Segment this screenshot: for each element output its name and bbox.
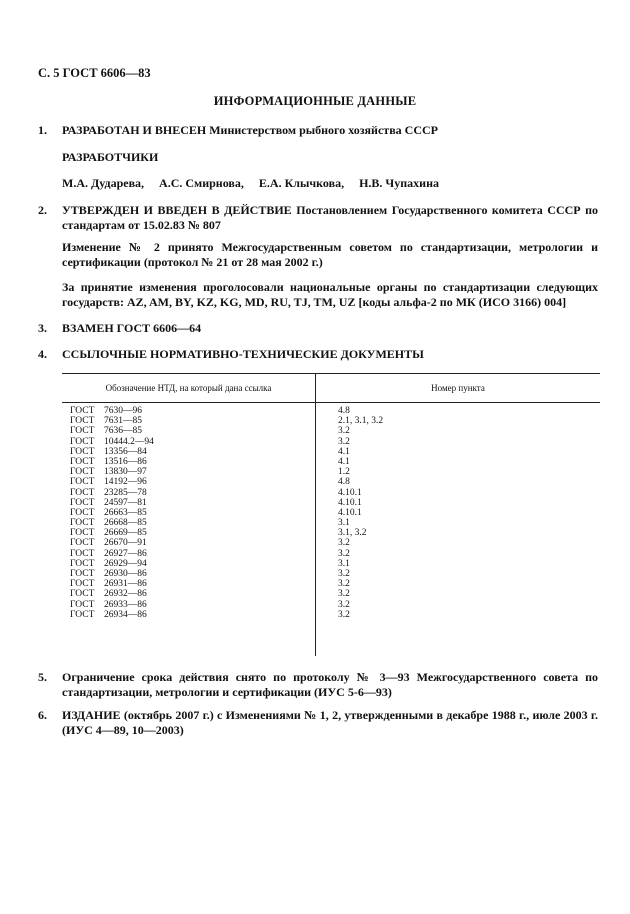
standard-designation xyxy=(70,600,147,610)
standard-code: 26931—86 xyxy=(104,579,147,590)
standard-prefix: ГОСТ xyxy=(70,497,95,508)
section-3 xyxy=(38,321,598,336)
standard-designation xyxy=(70,467,147,477)
table-header-rule xyxy=(62,402,600,403)
table-header-designation: Обозначение НТД, на который дана ссылка xyxy=(105,383,272,393)
table-row xyxy=(62,538,600,548)
standard-code: 26934—86 xyxy=(104,609,147,620)
section-6-text: (октябрь 2007 г.) с Изменениями № 1, 2, утвержденными в декабре 1988 г., июле 2003 г. (ИУС 4—89, 10—2003) xyxy=(62,708,599,737)
standard-designation xyxy=(70,518,147,528)
clause-number: 4.1 xyxy=(338,456,350,467)
table-row xyxy=(62,600,600,610)
clause-number: 4.10.1 xyxy=(338,497,362,508)
table-row xyxy=(62,579,600,589)
standard-designation xyxy=(70,589,147,599)
standard-code: 26669—85 xyxy=(104,528,147,539)
standard-designation xyxy=(70,447,147,457)
standard-prefix: ГОСТ xyxy=(70,477,95,488)
standard-designation xyxy=(70,498,147,508)
table-row xyxy=(62,426,600,436)
standard-designation xyxy=(70,538,147,548)
section-1-text: Министерством рыбного хозяйства СССР xyxy=(209,123,438,137)
page-title: ИНФОРМАЦИОННЫЕ ДАННЫЕ xyxy=(213,94,417,108)
change-note: Изменение № 2 принято Межгосударственным советом по стандартизации, метрологии и сертификации (протокол № 21 от 28 мая 2002 г.) xyxy=(62,240,598,269)
standard-prefix: ГОСТ xyxy=(70,579,95,590)
standard-prefix: ГОСТ xyxy=(70,406,95,416)
standard-prefix: ГОСТ xyxy=(70,538,95,549)
section-3-text: ВЗАМЕН ГОСТ 6606—64 xyxy=(62,321,202,335)
clause-number: 2.1, 3.1, 3.2 xyxy=(338,416,384,427)
standard-code: 10444.2—94 xyxy=(104,436,154,447)
standard-code: 7631—85 xyxy=(104,416,142,427)
clause-number: 4.10.1 xyxy=(338,487,362,498)
standard-prefix: ГОСТ xyxy=(70,599,95,610)
standard-prefix: ГОСТ xyxy=(70,528,95,539)
section-6-heading: ИЗДАНИЕ xyxy=(62,708,121,722)
section-6-number: 6. xyxy=(38,708,47,722)
standard-designation xyxy=(70,569,147,579)
standard-prefix: ГОСТ xyxy=(70,467,95,478)
table-row xyxy=(62,610,600,620)
standard-code: 13516—86 xyxy=(104,456,147,467)
standard-designation xyxy=(70,416,142,426)
clause-number: 3.2 xyxy=(338,579,350,590)
clause-number: 3.2 xyxy=(338,426,350,437)
standard-prefix: ГОСТ xyxy=(70,548,95,559)
standard-designation xyxy=(70,549,147,559)
standard-code: 26929—94 xyxy=(104,558,147,569)
clause-number: 3.2 xyxy=(338,548,350,559)
table-header-clause: Номер пункта xyxy=(431,383,485,393)
standard-code: 26668—85 xyxy=(104,518,147,529)
page-header: С. 5 ГОСТ 6606—83 xyxy=(38,66,151,80)
standard-designation xyxy=(70,579,147,589)
standard-code: 26933—86 xyxy=(104,599,147,610)
standard-prefix: ГОСТ xyxy=(70,609,95,620)
section-2-heading: УТВЕРЖДЕН И ВВЕДЕН В ДЕЙСТВИЕ xyxy=(62,203,292,217)
table-row xyxy=(62,528,600,538)
standard-prefix: ГОСТ xyxy=(70,436,95,447)
section-5-text: Ограничение срока действия снято по протоколу № 3—93 Межгосударственного совета по стандартизации, метрологии и сертификации (ИУС 5-6—93) xyxy=(62,670,598,699)
clause-number: 3.2 xyxy=(338,436,350,447)
clause-number: 3.2 xyxy=(338,569,350,579)
standard-prefix: ГОСТ xyxy=(70,416,95,427)
clause-number: 3.2 xyxy=(338,589,350,600)
table-row xyxy=(62,589,600,599)
standard-prefix: ГОСТ xyxy=(70,518,95,529)
standard-designation xyxy=(70,559,147,569)
table-row xyxy=(62,518,600,528)
standard-code: 7636—85 xyxy=(104,426,142,437)
table-row xyxy=(62,508,600,518)
standard-code: 14192—96 xyxy=(104,477,147,488)
standard-designation xyxy=(70,406,142,416)
section-1 xyxy=(38,123,598,138)
table-row xyxy=(62,416,600,426)
section-1-number: 1. xyxy=(38,123,47,137)
clause-number: 3.1 xyxy=(338,558,350,569)
table-row xyxy=(62,488,600,498)
developer-name: Н.В. Чупахина xyxy=(359,176,439,190)
standard-designation xyxy=(70,477,147,487)
clause-number: 3.1 xyxy=(338,518,350,529)
standard-prefix: ГОСТ xyxy=(70,558,95,569)
standard-code: 24597—81 xyxy=(104,497,147,508)
table-row xyxy=(62,559,600,569)
standard-designation xyxy=(70,488,147,498)
standard-code: 26670—91 xyxy=(104,538,147,549)
clause-number: 4.8 xyxy=(338,406,350,416)
standard-prefix: ГОСТ xyxy=(70,507,95,518)
table-row xyxy=(62,457,600,467)
clause-number: 3.2 xyxy=(338,609,350,620)
standard-designation xyxy=(70,610,147,620)
standard-designation xyxy=(70,528,147,538)
developer-name: М.А. Дударева, xyxy=(62,176,145,190)
section-4-number: 4. xyxy=(38,347,47,361)
reference-table xyxy=(62,373,600,673)
standard-code: 26663—85 xyxy=(104,507,147,518)
standard-prefix: ГОСТ xyxy=(70,569,95,579)
standard-designation xyxy=(70,508,147,518)
section-6 xyxy=(38,708,598,737)
table-row xyxy=(62,437,600,447)
standard-code: 13356—84 xyxy=(104,446,147,457)
table-row xyxy=(62,549,600,559)
table-row xyxy=(62,498,600,508)
standard-prefix: ГОСТ xyxy=(70,456,95,467)
clause-number: 1.2 xyxy=(338,467,350,478)
clause-number: 4.10.1 xyxy=(338,507,362,518)
developers-list xyxy=(62,176,451,191)
table-top-rule xyxy=(62,373,600,374)
table-row xyxy=(62,406,600,416)
standard-prefix: ГОСТ xyxy=(70,446,95,457)
standard-prefix: ГОСТ xyxy=(70,589,95,600)
developer-name: Е.А. Клычкова, xyxy=(258,176,345,190)
section-4 xyxy=(38,347,598,362)
clause-number: 3.2 xyxy=(338,599,350,610)
clause-number: 4.8 xyxy=(338,477,350,488)
standard-prefix: ГОСТ xyxy=(70,426,95,437)
standard-designation xyxy=(70,426,142,436)
table-row xyxy=(62,477,600,487)
section-5-number: 5. xyxy=(38,670,47,684)
standard-code: 23285—78 xyxy=(104,487,147,498)
table-body xyxy=(62,406,600,620)
developers-label: РАЗРАБОТЧИКИ xyxy=(62,150,159,164)
standard-code: 26932—86 xyxy=(104,589,147,600)
section-1-heading: РАЗРАБОТАН И ВНЕСЕН xyxy=(62,123,207,137)
developer-name: А.С. Смирнова, xyxy=(159,176,244,190)
section-2-text: Постановлением Государственного комитета СССР по стандартам от 15.02.83 № 807 xyxy=(62,203,599,232)
table-row xyxy=(62,447,600,457)
section-4-text: ССЫЛОЧНЫЕ НОРМАТИВНО-ТЕХНИЧЕСКИЕ ДОКУМЕНТЫ xyxy=(62,347,424,361)
standard-code: 13830—97 xyxy=(104,467,147,478)
table-row xyxy=(62,569,600,579)
section-2 xyxy=(38,203,598,232)
vote-note: За принятие изменения проголосовали национальные органы по стандартизации следующих государств: AZ, AM, BY, KZ, KG, MD, RU, TJ, TM, UZ [коды альфа-2 по МК (ИСО 3166) 004] xyxy=(62,280,598,309)
standard-designation xyxy=(70,457,147,467)
section-2-number: 2. xyxy=(38,203,47,217)
section-5 xyxy=(38,670,598,699)
table-row xyxy=(62,467,600,477)
standard-designation xyxy=(70,437,154,447)
standard-code: 26927—86 xyxy=(104,548,147,559)
section-3-number: 3. xyxy=(38,321,47,335)
clause-number: 3.2 xyxy=(338,538,350,549)
clause-number: 4.1 xyxy=(338,446,350,457)
standard-code: 26930—86 xyxy=(104,569,147,579)
standard-code: 7630—96 xyxy=(104,406,142,416)
standard-prefix: ГОСТ xyxy=(70,487,95,498)
clause-number: 3.1, 3.2 xyxy=(338,528,367,539)
